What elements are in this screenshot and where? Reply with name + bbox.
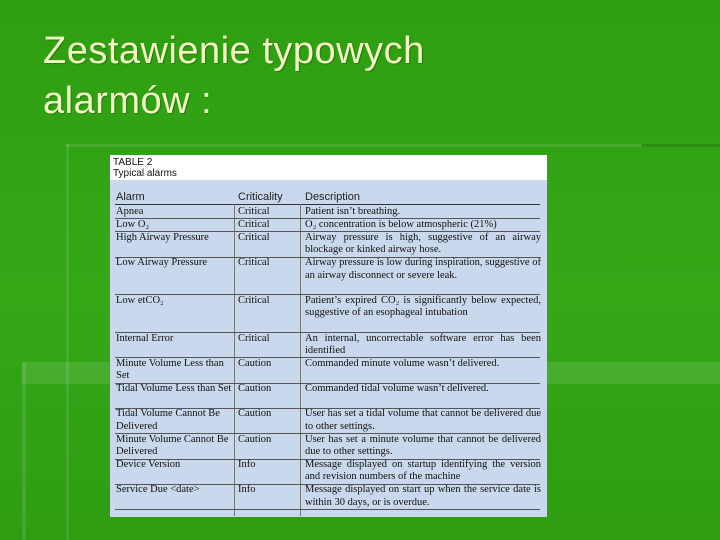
background-stripe [641,144,720,147]
description-cell: User has set a minute volume that cannot be delivered due to other settings. [305,433,541,458]
description-cell: An internal, uncorrectable software error has been identified [305,332,541,356]
description-cell: Patient isn’t breathing. [305,206,401,217]
slide-title-line: alarmów : [43,80,213,122]
criticality-cell: Critical [238,206,270,217]
header-rule [115,204,540,205]
alarm-cell: High Airway Pressure [116,231,209,243]
table-number: TABLE 2 [113,157,153,168]
alarm-cell: Minute Volume Less than Set [116,357,224,382]
criticality-cell: Critical [238,294,270,306]
slide-title [43,26,643,126]
alarm-cell: Apnea [116,206,144,217]
description-cell: Airway pressure is high, suggestive of an airway blockage or kinked airway hose. [305,231,541,256]
criticality-cell: Info [238,484,256,496]
alarm-cell: Low Airway Pressure [116,257,207,269]
alarm-table [110,180,547,517]
background-stripe [66,144,642,147]
description-cell: Airway pressure is low during inspiration, suggestive of an airway disconnect or severe leak. [305,257,541,281]
description-cell: Commanded tidal volume wasn’t delivered. [305,383,489,395]
criticality-cell: Caution [238,408,272,420]
alarm-cell: Low etCO₂ [116,294,164,306]
description-cell: Message displayed on startup identifying the version and revision numbers of the machine [305,459,541,483]
alarm-cell: Tidal Volume Cannot Be Delivered [116,408,220,432]
column-header-criticality: Criticality [238,191,283,203]
criticality-cell: Caution [238,433,272,445]
column-divider [234,204,235,516]
alarm-cell: Internal Error [116,332,174,344]
column-header-alarm: Alarm [116,191,145,203]
table-caption [110,155,547,180]
description-cell: O₂ concentration is below atmospheric (21%) [305,218,497,230]
criticality-cell: Info [238,459,256,470]
alarm-cell: Tidal Volume Less than Set [116,383,232,395]
criticality-cell: Caution [238,357,272,369]
criticality-cell: Caution [238,383,272,395]
background-stripe [66,144,69,540]
description-cell: Message displayed on start up when the service date is within 30 days, or is overdue. [305,484,541,508]
background-stripe [22,362,26,540]
criticality-cell: Critical [238,332,270,344]
slide-title-line: Zestawienie typowych [43,30,425,72]
description-cell: Patient’s expired CO₂ is significantly below expected, suggestive of an esophageal intubation [305,294,541,319]
alarm-cell: Low O₂ [116,218,150,230]
alarm-cell: Device Version [116,459,181,470]
table-title: Typical alarms [113,168,177,179]
criticality-cell: Critical [238,231,270,243]
alarm-cell: Minute Volume Cannot Be Delivered [116,433,229,458]
alarm-table-image [110,155,547,517]
description-cell: Commanded minute volume wasn’t delivered. [305,357,500,369]
criticality-cell: Critical [238,257,270,269]
column-header-description: Description [305,191,361,203]
criticality-cell: Critical [238,218,270,230]
description-cell: User has set a tidal volume that cannot be delivered due to other settings. [305,408,541,432]
row-rule [115,509,540,510]
alarm-cell: Service Due <date> [116,484,200,496]
